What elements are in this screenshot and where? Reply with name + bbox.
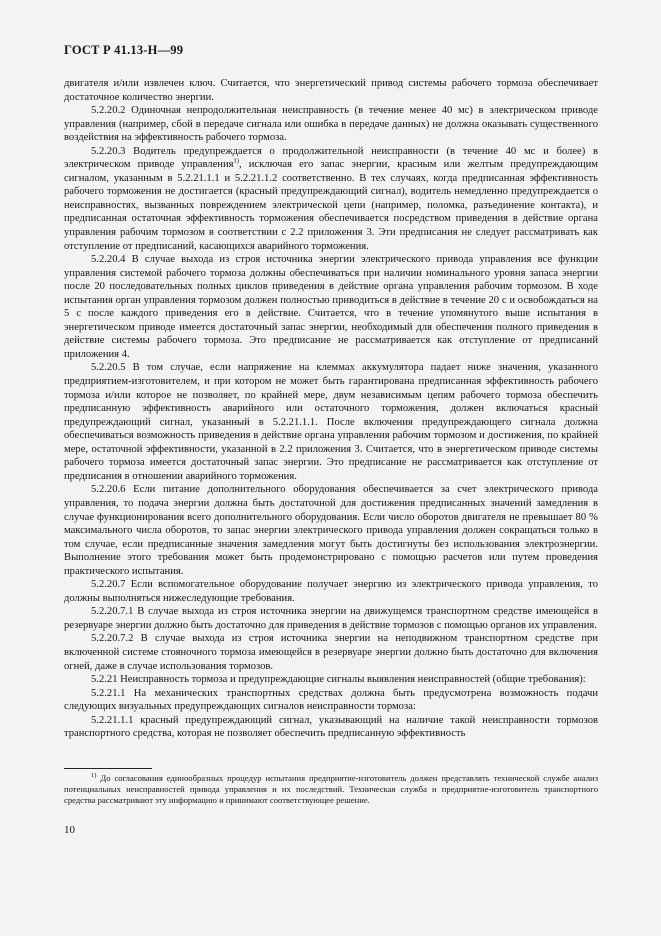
paragraph: 5.2.21 Неисправность тормоза и предупреждающие сигналы выявления неисправностей (общие требования): bbox=[91, 674, 586, 686]
paragraph bbox=[64, 145, 598, 253]
paragraph: 5.2.20.7.2 В случае выхода из строя источника энергии на неподвижном транспортном средстве при включенной системе стояночного тормоза имеющейся в резервуаре энергии должно быть достаточно для включения огней, даже в случае использования тормозов. bbox=[64, 633, 598, 672]
paragraph: 5.2.20.4 В случае выхода из строя источника энергии электрического привода управления все функции управления системой рабочего тормоза должны обеспечиваться при наличии номинального уровня запаса энергии после 20 последовательных полных циклов приведения в действие органа управления рабочим тормозом. В ходе испытания орган управления тормозом должен полностью приводиться в действие в течение 20 с и освобождаться на 5 с после каждого приведения его в действие. Считается, что в течение упомянутого выше испытания в энергетическом приводе имеется достаточный запас энергии, необходимый для обеспечения полного приведения в действие системы рабочего тормоза. Это предписание не рассматривается как отступление от предписаний приложения 4. bbox=[64, 254, 598, 360]
paragraph-text: , исключая его запас энергии, красным или желтым предупреждающим сигналом, указанным в 5.2.21.1.1 и 5.2.21.1.2 соответственно. В тех случаях, когда предписанная эффективность рабочего торможения не достигается (красный предупреждающий сигнал), водитель немедленно предупреждается о неисправностях, вызванных повреждением электрической цепи (например, поломка, разъединение контакта), и предписанная остаточная эффективность торможения обеспечивается посредством приведения в действие органа управления рабочим тормозом в соответствии с 2.2 приложения 3. Эти предписания не следует рассматривать как отступление от предписаний, касающихся аварийного торможения. bbox=[64, 159, 598, 252]
footnote-reference[interactable]: 1) bbox=[233, 157, 239, 165]
footnote-marker: 1) bbox=[91, 772, 97, 780]
paragraph-text: 5.2.20.3 Водитель предупреждается о продолжительной неисправности (в течение 40 мс и более) в электрическом приводе управления bbox=[64, 145, 598, 171]
paragraph: двигателя и/или извлечен ключ. Считается, что энергетический привод системы рабочего тормоза обеспечивает достаточное количество энергии. bbox=[64, 78, 598, 103]
footnote bbox=[64, 773, 598, 807]
page-header-title: ГОСТ Р 41.13-Н—99 bbox=[64, 43, 184, 57]
page-number: 10 bbox=[64, 824, 75, 836]
paragraph: 5.2.21.1.1 красный предупреждающий сигнал, указывающий на наличие такой неисправности тормозов транспортного средства, которая не позволяет обеспечить предписанную эффективность bbox=[64, 714, 598, 740]
footnote-paragraph bbox=[64, 773, 598, 807]
paragraph: 5.2.20.6 Если питание дополнительного оборудования обеспечивается за счет электрического привода управления, то подача энергии должна быть достаточной для достижения предписанных значений замедления в случае функционирования всего дополнительного оборудования. Если число оборотов двигателя не превышает 80 % максимального числа оборотов, то запас энергии электрического привода управления должен сокращаться только в том случае, если предписанные значения замедления могут быть достигнуты без использования электроэнергии. Выполнение этого требования может быть продемонстрировано с помощью расчетов или путем проведения практического испытания. bbox=[64, 484, 598, 577]
paragraph: 5.2.20.7 Если вспомогательное оборудование получает энергию из электрического привода управления, то должны выполняться нижеследующие требования. bbox=[64, 579, 598, 604]
document-body bbox=[64, 77, 598, 741]
footnote-text: До согласования единообразных процедур испытания предприятие-изготовитель должен представлять технической службе анализ потенциальных неисправностей привода управления и их последствий. Техническая служба и предприятие-изготовитель транспортного средства рассматривают эту информацию и принимают соответствующее решение. bbox=[64, 773, 598, 806]
paragraph: 5.2.20.5 В том случае, если напряжение на клеммах аккумулятора падает ниже значения, указанного предприятием-изготовителем, и при котором не может быть гарантирована предписанная эффективность рабочего тормоза и/или которое не позволяет, по крайней мере, двум независимым цепям рабочего тормоза обеспечить предписанную эффективность аварийного или остаточного торможения, должен включаться красный предупреждающий сигнал, указанный в 5.2.21.1.1. После включения предупреждающего сигнала должна обеспечиваться возможность приведения в действие органа управления рабочим тормозом и достижения, по крайней мере, остаточной эффективности, указанной в 2.2 приложения 3. Считается, что в энергетическом приводе системы рабочего тормоза имеется достаточный запас энергии. Это предписание не рассматривается как отступление от предписания в отношении аварийного торможения. bbox=[64, 362, 598, 482]
footnote-divider bbox=[64, 768, 152, 769]
paragraph: 5.2.21.1 На механических транспортных средствах должна быть предусмотрена возможность подачи следующих визуальных предупреждающих сигналов неисправности тормоза: bbox=[64, 687, 598, 713]
paragraph: 5.2.20.7.1 В случае выхода из строя источника энергии на движущемся транспортном средстве имеющейся в резервуаре энергии должно быть достаточно для приведения в действие тормозов с помощью органов их управления. bbox=[64, 606, 598, 631]
paragraph: 5.2.20.2 Одиночная непродолжительная неисправность (в течение менее 40 мс) в электрическом приводе управления (например, сбой в передаче сигнала или ошибка в передаче данных) не должна оказывать существенного воздействия на эффективность рабочего тормоза. bbox=[64, 105, 598, 144]
